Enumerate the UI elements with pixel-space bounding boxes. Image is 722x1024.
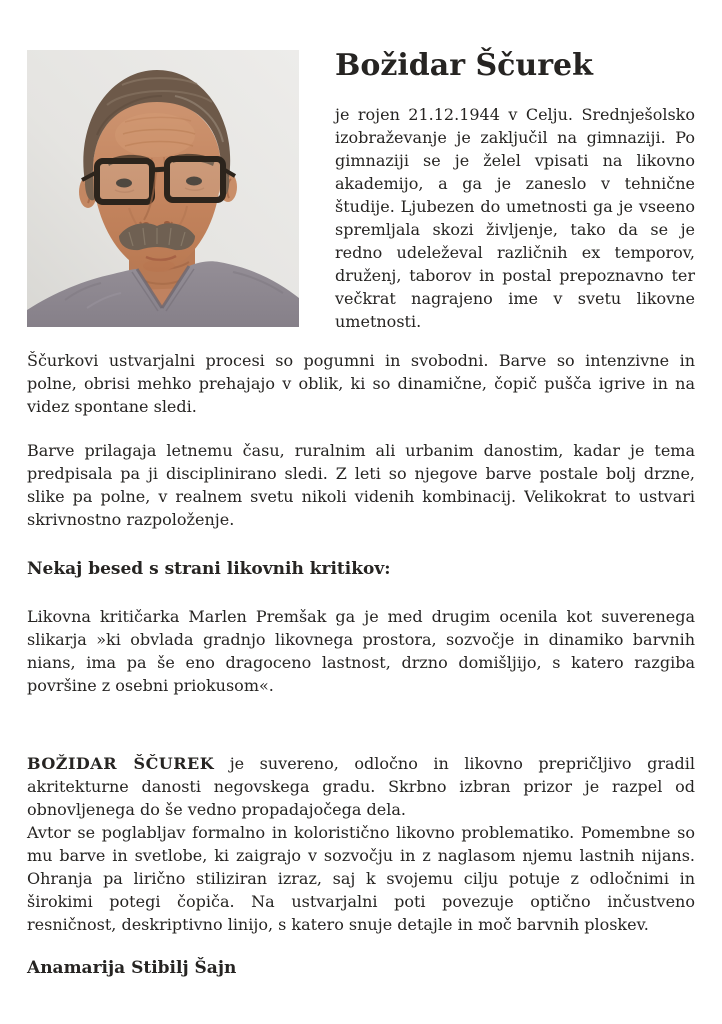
author-signature: Anamarija Stibilj Šajn xyxy=(27,958,237,978)
header-text-column xyxy=(335,50,695,333)
review-paragraph-1 xyxy=(27,752,695,821)
paragraph-colors: Barve prilagaja letnemu času, ruralnim ali urbanim danostim, kadar je tema predpisala pa ji disciplinirano sledi. Z leti so njegove barve postale bolj drzne, slike pa polne, v realnem svetu nikoli videnih kombinacij. Velikokrat to ustvari skrivnostno razpoloženje. xyxy=(27,441,695,529)
critics-paragraph: Likovna kritičarka Marlen Premšak ga je med drugim ocenila kot suverenega slikarja »ki obvlada gradnjo likovnega prostora, sozvočje in dinamiko barvnih nians, ima pa še eno dragoceno lastnost, drzno domišljijo, s katero razgiba površine z osebni priokusom«. xyxy=(27,607,695,695)
review-block xyxy=(27,752,695,936)
paragraph-creative-process: Ščurkovi ustvarjalni procesi so pogumni in svobodni. Barve so intenzivne in polne, obrisi mehko prehajajo v oblik, ki so dinamične, čopič pušča igrive in na videz spontane sledi. xyxy=(27,351,695,416)
critics-heading: Nekaj besed s strani likovnih kritikov: xyxy=(27,559,391,579)
review-text: je suvereno, odločno in likovno prepričljivo gradil akritekturne danosti negovskega gradu. Skrbno izbran prizor je razpel od obnovljenega do še vedno propadajočega dela. xyxy=(27,754,695,819)
intro-paragraph: je rojen 21.12.1944 v Celju. Srednješolsko izobraževanje je zaključil na gimnaziji. Po gimnaziji se je želel vpisati na likovno akademijo, a ga je zaneslo v tehnične študije. Ljubezen do umetnosti ga je vseeno spremljala skozi življenje, tako da se je redno udeleževal različnih ex temporov, druženj, taborov in postal prepoznavno ter večkrat nagrajeno ime v svetu likovne umetnosti. xyxy=(335,105,695,331)
page-title: Božidar Ščurek xyxy=(335,48,593,83)
portrait-photo xyxy=(27,50,299,327)
review-paragraph-2: Avtor se poglabljav formalno in koloristično likovno problematiko. Pomembne so mu barve in svetlobe, ki zaigrajo v sozvočju in z naglasom njemu lastnih nijans. Ohranja pa lirično stiliziran izraz, saj k svojemu cilju potuje z odločnimi in širokimi potegi čopiča. Na ustvarjalni poti povezuje optično inčustveno resničnost, deskriptivno linijo, s katero snuje detajle in moč barvnih ploskev. xyxy=(27,823,695,934)
review-artist-name: BOŽIDAR ŠČUREK xyxy=(27,754,215,773)
portrait-illustration xyxy=(27,50,299,327)
header-section xyxy=(27,50,695,333)
